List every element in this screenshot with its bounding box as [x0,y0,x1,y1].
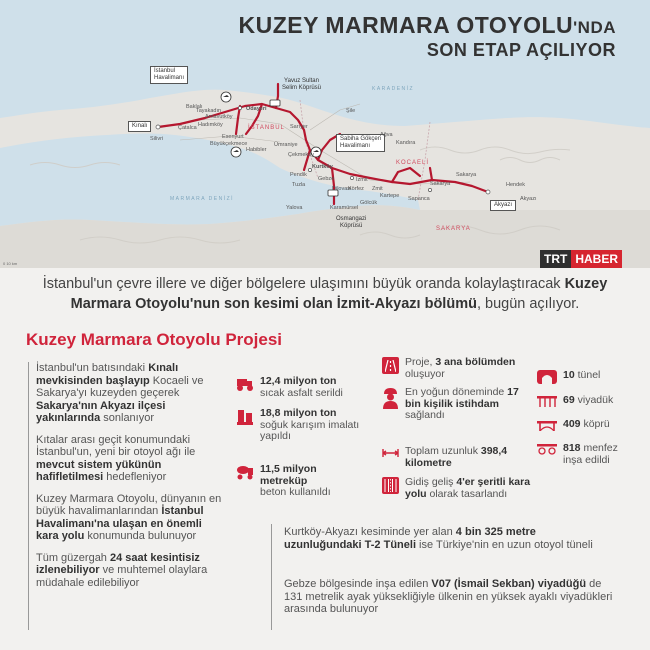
black-sea-label: KARADENİZ [372,86,415,92]
mixer-truck-icon [236,464,254,480]
place-label: Akyazı [520,196,537,202]
place-label: Habibler [246,147,267,153]
stat-bridges: 409 köprü [537,419,637,431]
road-icon [382,357,399,374]
kinali-callout: Kınalı [128,121,151,132]
note-tunnel: Kurtköy-Akyazı kesiminde yer alan 4 bin 325 metre uzunluğundaki T-2 Tüneli ise Türkiye'nin en uzun otoyol tüneli [284,526,593,551]
istanbul-airport-callout: İstanbul Havalimanı [150,66,188,84]
culvert-icon [537,443,557,455]
place-label: Çekmeköy [288,152,314,158]
paragraph-route: İstanbul'un batısındaki Kınalı mevkisinden başlayıp Kocaeli ve Sakarya'yı kuzeyden geçerek Sakarya'nın Akyazı ilçesi yakınlarında sonlanıyor [36,362,204,424]
place-label: Sarıyer [290,124,308,130]
note-viaduct: Gebze bölgesinde inşa edilen V07 (İsmail Sekban) viyadüğü de 131 metrelik ayak yüksekliğiyle ülkenin en yüksek ayaklı viyadükleri arasında bulunuyor [284,578,613,615]
worker-icon [382,387,399,409]
place-label: Esenyurt [222,134,244,140]
silo-icon [236,408,254,426]
lanes-icon [382,477,399,494]
izmit-label: İzmit [356,177,368,183]
intro-text: İstanbul'un çevre illere ve diğer bölgelere ulaşımını büyük oranda kolaylaştıracak Kuzey Marmara Otoyolu'nun son kesimi olan İzmit-Akyazı bölümü, bugün açılıyor. [42,276,608,312]
route-map [0,0,650,268]
place-label: Silivri [150,136,164,142]
place-label: Pendik [290,172,307,178]
main-subtitle: SON ETAP AÇILIYOR [426,40,616,60]
place-label: Sakarya [456,172,477,178]
section-title: Kuzey Marmara Otoyolu Projesi [26,330,283,349]
place-label: Zmit [372,186,383,192]
place-label: Büyükçekmece [210,141,248,147]
stat-culverts: 818 menfez inşa edildi [537,443,637,466]
place-label: Tayakadın [196,108,222,114]
sakarya-province-label: SAKARYA [436,226,471,232]
map-scale: 0 10 km [3,261,18,266]
stat-asphalt: 12,4 milyon ton sıcak asfalt serildi [236,376,361,399]
stat-lanes: Gidiş geliş 4'er şeritli kara yolu olarak tasarlandı [382,477,532,500]
akyazi-callout: Akyazı [490,200,516,211]
stat-employment: En yoğun döneminde 17 bin kişilik istihdam sağlandı [382,387,532,422]
viaduct-icon [537,395,557,407]
marmara-sea-label: MARMARA DENİZİ [170,196,235,202]
kurtkoy-label: Kurtköy [312,164,333,170]
trt-haber-logo: TRT HABER [540,250,622,268]
bottom-divider [271,524,272,630]
place-label: Hendek [506,182,525,188]
place-label: Ağva [380,132,393,138]
place-label: Hadımköy [198,122,223,128]
place-label: Şile [346,108,356,114]
left-divider [28,362,29,630]
osmangazi-label: Osmangazi Köprüsü [336,216,367,229]
place-label: Yalova [286,205,303,211]
place-label: Arnavutköy [205,114,233,120]
stat-length: Toplam uzunluk 398,4 kilometre [382,446,532,469]
istanbul-province-label: İSTANBUL [248,125,285,131]
yavuz-sultan-selim-label: Yavuz Sultan Selim Köprüsü [282,78,322,91]
stat-viaducts: 69 viyadük [537,395,637,407]
tunnel-icon [537,370,557,384]
sabiha-gokcen-callout: Sabiha Gökçen Havalimanı [336,134,385,152]
place-label: Tuzla [292,182,306,188]
place-label: Baklalı [186,104,203,110]
place-label: Gölcük [360,200,378,206]
place-label: Kartepe [380,193,400,199]
roller-icon [236,376,254,392]
paragraph-goal: Kıtalar arası geçit konumundaki İstanbul'un, yeni bir otoyol ağı ile mevcut sistem yükünün hafifletilmesi hedefleniyor [36,433,196,483]
place-label: Dilovası [332,186,352,192]
odayeri-label: Odayeri [246,106,267,112]
place-label: Sapanca [408,196,430,202]
place-label: Körfez [348,186,364,192]
length-arrow-icon [382,446,399,460]
place-label: Gebze [318,176,335,182]
yavuz-sultan-bridge-marker [270,100,280,106]
paragraph-airport: Kuzey Marmara Otoyolu, dünyanın en büyük havalimanlarından İstanbul Havalimanı'na ulaşan en önemli kara yolu konumunda bulunuyor [36,492,222,542]
place-label: Ümraniye [274,142,298,148]
left-column [36,362,224,598]
stat-sections: Proje, 3 ana bölümden oluşuyor [382,357,532,380]
place-label: Çatalca [178,125,197,131]
stat-cold-mix: 18,8 milyon ton soğuk karışım imalatı yapıldı [236,408,361,443]
sakarya-city-label: Sakarya [430,181,451,187]
place-label: Karamürsel [330,205,359,211]
place-label: Kandıra [396,140,416,146]
paragraph-monitoring: Tüm güzergah 24 saat kesintisiz izlenebiliyor ve muhtemel olaylara müdahale edilebiliyor [36,551,208,589]
bridge-icon [537,419,557,431]
stat-tunnels: 10 tünel [537,370,637,384]
kocaeli-province-label: KOCAELİ [396,160,430,166]
main-title: KUZEY MARMARA OTOYOLU'NDA [238,12,616,38]
stat-concrete: 11,5 milyon metreküp beton kullanıldı [236,464,361,499]
